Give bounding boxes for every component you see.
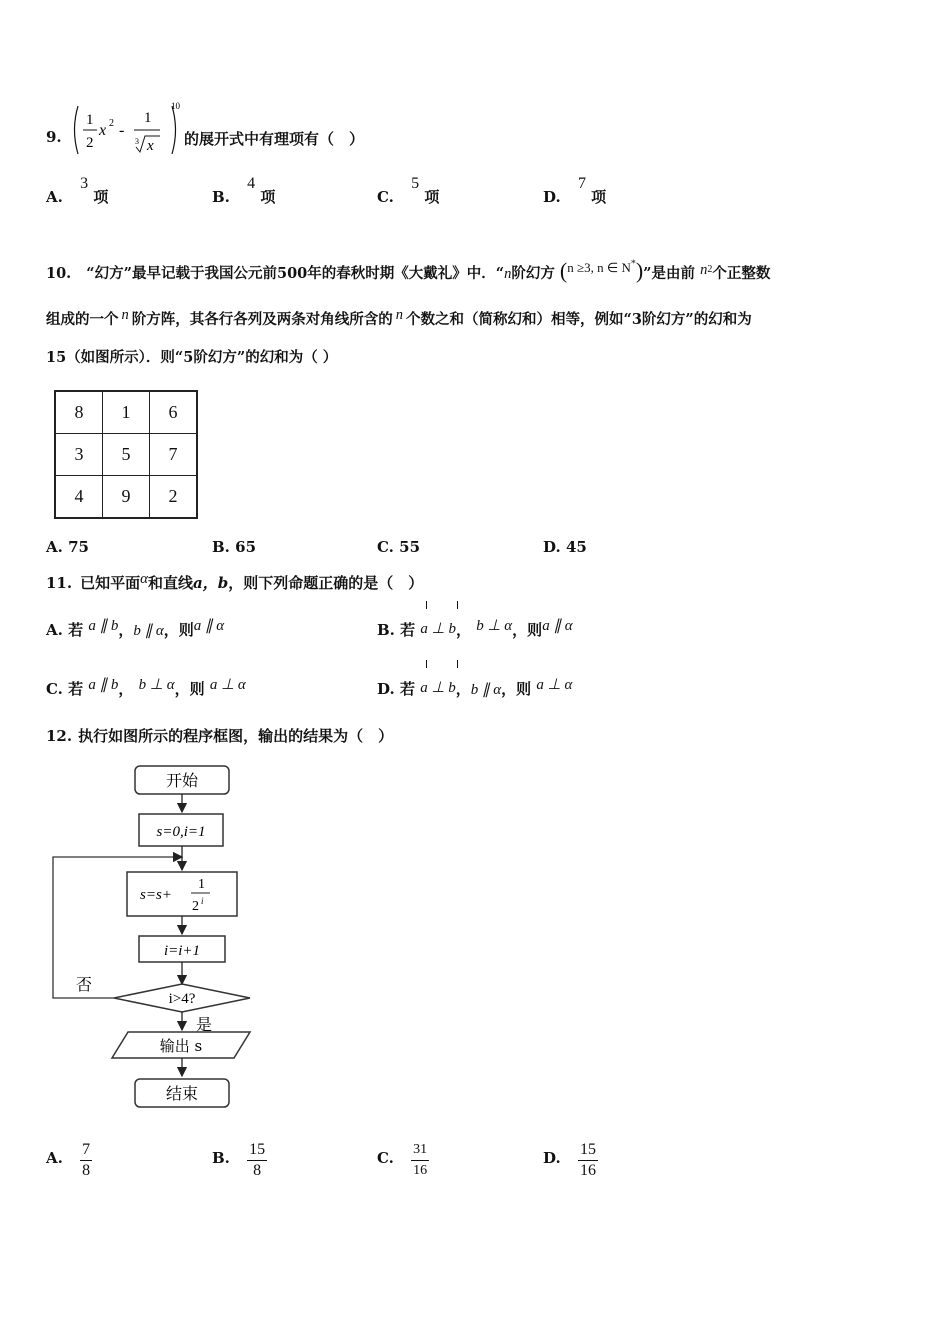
vector-ab-perp: a ⊥ b bbox=[420, 621, 456, 637]
vector-arrow-marks bbox=[426, 601, 466, 611]
option-value: 7 bbox=[577, 175, 586, 192]
option-label: A. bbox=[46, 188, 63, 206]
option-fraction: $\frac{15}{8}$ bbox=[249, 1141, 266, 1179]
q10-option-a[interactable]: A. 75 bbox=[46, 538, 89, 556]
q12-stem: 12. 执行如图所示的程序框图，输出的结果为（ ） bbox=[46, 727, 394, 745]
q9-root-index: 3 bbox=[135, 137, 139, 146]
option-unit: 项 bbox=[591, 188, 607, 206]
table-row bbox=[55, 476, 197, 519]
vector-arrow-marks bbox=[426, 660, 466, 670]
q10-line-3: 15（如图所示）．则“5阶幻方”的幻和为（ ） bbox=[46, 349, 338, 366]
option-fraction: $\frac{7}{8}$ bbox=[82, 1141, 91, 1179]
option-label: B. bbox=[212, 188, 230, 206]
magic-square-cell: 7 bbox=[150, 434, 198, 476]
flow-frac-num: 1 bbox=[198, 877, 205, 892]
q10-line-1: 10. “幻方”最早记载于我国公元前500年的春秋时期《大戴礼》中．“n阶幻方 (n ≥3, n ∈ N*)”是由前 $n^2$个正整数 bbox=[46, 258, 771, 283]
q9-option-d[interactable] bbox=[543, 175, 607, 207]
q9-minus: - bbox=[119, 122, 125, 139]
q9-x: x bbox=[99, 122, 107, 139]
magic-square-cell: 4 bbox=[55, 476, 103, 519]
magic-square-cell: 1 bbox=[103, 391, 150, 434]
flow-frac-den-exp: i bbox=[201, 896, 204, 906]
flow-frac-den: 2 bbox=[192, 899, 199, 914]
flow-loop-line bbox=[53, 857, 182, 998]
q9-half-den: 2 bbox=[86, 135, 94, 151]
q9-root-radicand: x bbox=[147, 138, 154, 154]
q10-line-2: 组成的一个 n 阶方阵，其各行各列及两条对角线所含的 n 个数之和（简称幻和）相等，例如“3阶幻方”的幻和为 bbox=[46, 307, 752, 328]
flowchart bbox=[48, 760, 258, 1120]
flow-yes-label: 是 bbox=[196, 1015, 213, 1034]
magic-square-cell: 8 bbox=[55, 391, 103, 434]
q9-number: 9. bbox=[46, 128, 62, 146]
magic-square-cell: 5 bbox=[103, 434, 150, 476]
q9-root-num: 1 bbox=[144, 110, 152, 126]
option-unit: 项 bbox=[260, 188, 276, 206]
flow-end-label: 结束 bbox=[165, 1084, 199, 1103]
option-value: 4 bbox=[247, 175, 256, 192]
q9-power: 10 bbox=[171, 101, 180, 111]
q12-option-c[interactable]: C. $\frac{31}{16}$ bbox=[377, 1140, 429, 1181]
q9-half-num: 1 bbox=[86, 112, 94, 128]
magic-square-table bbox=[54, 390, 198, 519]
magic-square-cell: 3 bbox=[55, 434, 103, 476]
table-row bbox=[55, 391, 197, 434]
flow-update-s-label: s=s+ bbox=[140, 887, 172, 903]
q9-binomial-expression bbox=[68, 100, 186, 160]
option-unit: 项 bbox=[424, 188, 440, 206]
q11-stem: 11. 已知平面α和直线a，b，则下列命题正确的是（ ） bbox=[46, 571, 424, 592]
option-value: 3 bbox=[80, 175, 89, 192]
option-fraction: $\frac{31}{16}$ bbox=[413, 1142, 428, 1178]
table-row bbox=[55, 434, 197, 476]
q11-option-d[interactable]: D. 若 a ⊥ b，b ∥ α，则 a ⊥ α bbox=[377, 677, 573, 698]
flow-decision-label: i>4? bbox=[168, 991, 196, 1007]
option-fraction: $\frac{15}{16}$ bbox=[579, 1141, 596, 1179]
magic-square-cell: 2 bbox=[150, 476, 198, 519]
q9-option-a[interactable] bbox=[46, 175, 109, 207]
q10-option-c[interactable]: C. 55 bbox=[377, 538, 421, 556]
q9-option-b[interactable] bbox=[212, 175, 276, 207]
q10-option-d[interactable]: D. 45 bbox=[543, 538, 587, 556]
flow-output-label: 输出 s bbox=[159, 1037, 203, 1055]
option-label: C. bbox=[377, 188, 394, 206]
q9-option-c[interactable] bbox=[377, 175, 440, 207]
q11-option-a[interactable]: A. 若 a ∥ b，b ∥ α，则a ∥ α bbox=[46, 618, 225, 639]
option-label: D. bbox=[543, 188, 561, 206]
q9-x-exp: 2 bbox=[109, 118, 114, 129]
flow-no-label: 否 bbox=[76, 975, 93, 994]
flow-start-label: 开始 bbox=[165, 771, 199, 790]
q9-question-text: 的展开式中有理项有（ ） bbox=[184, 130, 365, 148]
flow-init-label: s=0,i=1 bbox=[156, 824, 206, 840]
q12-option-a[interactable]: A. $\frac{7}{8}$ bbox=[46, 1141, 91, 1179]
q10-number: 10. bbox=[46, 265, 72, 282]
q12-option-d[interactable]: D. $\frac{15}{16}$ bbox=[543, 1141, 596, 1179]
q11-option-c[interactable]: C. 若 a ∥ b， b ⊥ α，则 a ⊥ α bbox=[46, 677, 246, 698]
option-value: 5 bbox=[411, 175, 420, 192]
q11-option-b[interactable]: B. 若 a ⊥ b， b ⊥ α，则a ∥ α bbox=[377, 618, 573, 639]
q10-option-b[interactable]: B. 65 bbox=[212, 538, 257, 556]
flow-update-i-label: i=i+1 bbox=[163, 943, 201, 959]
q12-option-b[interactable]: B. $\frac{15}{8}$ bbox=[212, 1141, 266, 1179]
magic-square-cell: 6 bbox=[150, 391, 198, 434]
q10-condition: ( bbox=[559, 258, 568, 283]
option-unit: 项 bbox=[93, 188, 109, 206]
magic-square-cell: 9 bbox=[103, 476, 150, 519]
